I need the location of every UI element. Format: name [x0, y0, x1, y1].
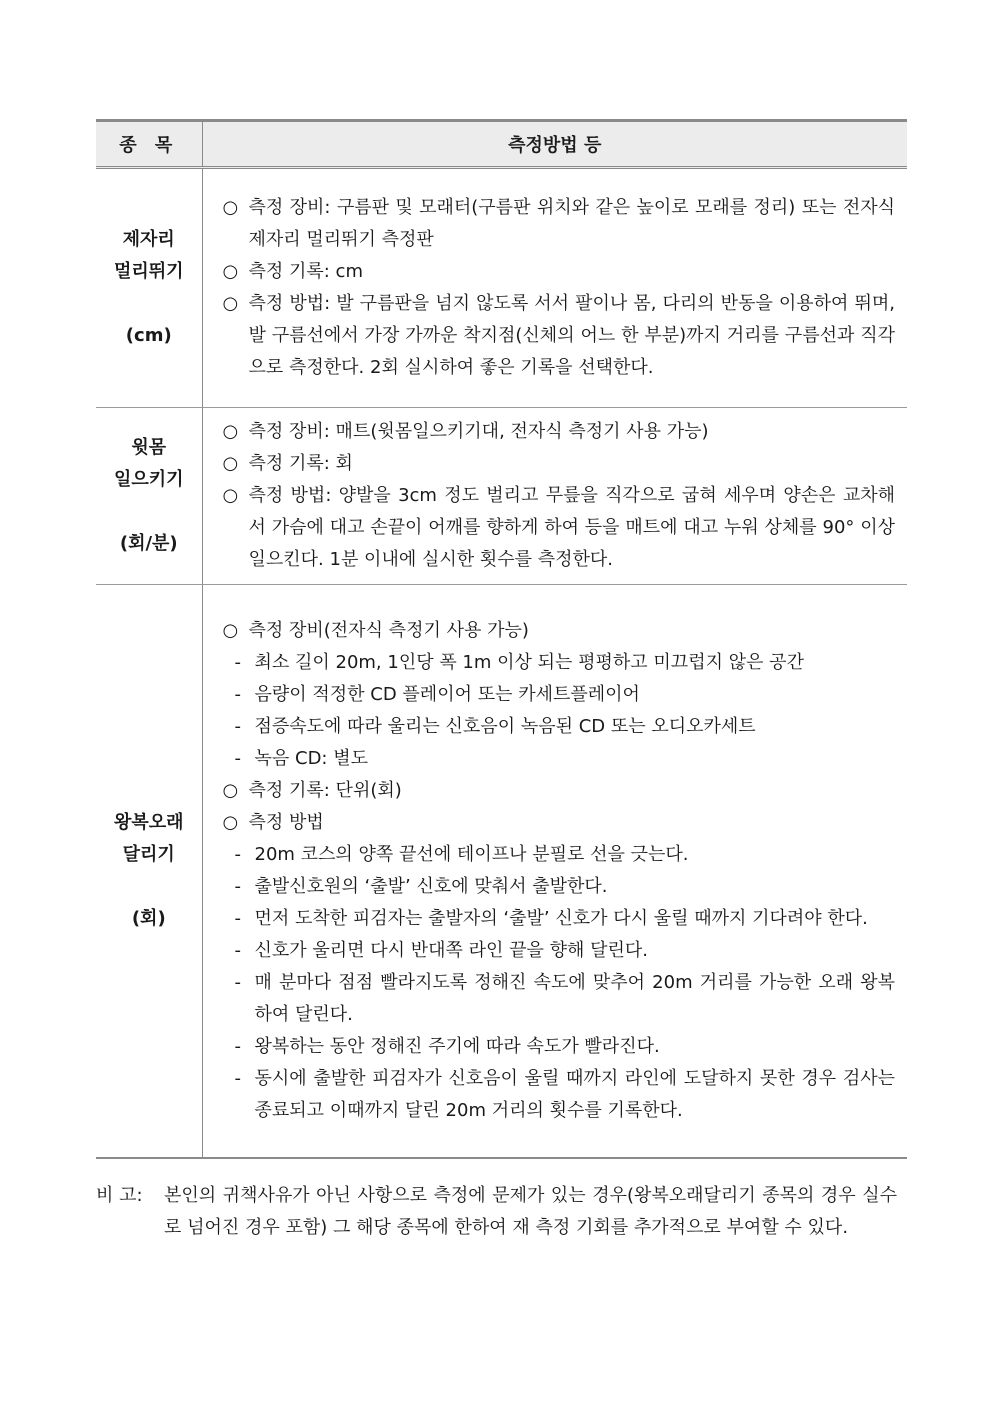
- measurement-table: [96, 119, 907, 1159]
- circle-bullet-icon: ○: [222, 619, 239, 641]
- item-name-line: 달리기: [122, 843, 175, 865]
- dash-text: 음량이 적정한 CD 플레이어 또는 카세트플레이어: [254, 683, 640, 705]
- dash-text: 왕복하는 동안 정해진 주기에 따라 속도가 빨라진다.: [254, 1035, 660, 1057]
- bullet-text: 측정 장비: 매트(윗몸일으키기대, 전자식 측정기 사용 가능): [248, 421, 709, 442]
- dash-item: [219, 711, 896, 743]
- dash-bullet-icon: -: [234, 1067, 241, 1089]
- circle-bullet-icon: ○: [222, 293, 239, 314]
- dash-bullet-icon: -: [234, 683, 241, 705]
- item-name-line: 멀리뛰기: [113, 261, 184, 282]
- method-cell: [202, 408, 907, 585]
- item-unit: (회): [131, 907, 166, 929]
- dash-item: [219, 903, 896, 935]
- dash-bullet-icon: -: [234, 715, 241, 737]
- table-header-row: [96, 121, 907, 168]
- item-cell: [96, 585, 202, 1158]
- dash-bullet-icon: -: [234, 843, 241, 865]
- remark-note: [96, 1180, 897, 1244]
- dash-item: [219, 1031, 896, 1063]
- dash-item: [219, 679, 896, 711]
- method-bullet: [219, 192, 896, 256]
- dash-item: [219, 743, 896, 775]
- dash-text: 20m 코스의 양쪽 끝선에 테이프나 분필로 선을 긋는다.: [254, 843, 689, 865]
- item-unit: (cm): [125, 325, 172, 346]
- remark-text: 본인의 귀책사유가 아닌 사항으로 측정에 문제가 있는 경우(왕복오래달리기 종목의 경우 실수로 넘어진 경우 포함) 그 해당 종목에 한하여 재 측정 기회를 추가적으로 부여할 수 있다.: [164, 1185, 897, 1238]
- dash-text: 동시에 출발한 피검자가 신호음이 울릴 때까지 라인에 도달하지 못한 경우 검사는 종료되고 이때까지 달린 20m 거리의 횟수를 기록한다.: [254, 1067, 895, 1121]
- item-cell: [96, 408, 202, 585]
- remark-label: 비 고:: [96, 1185, 143, 1206]
- method-bullet: [219, 480, 896, 576]
- header-method: 측정방법 등: [202, 121, 907, 168]
- table-row-long-jump: [96, 168, 907, 408]
- dash-item: [219, 871, 896, 903]
- dash-item: [219, 1063, 896, 1127]
- header-item: 종 목: [96, 121, 202, 168]
- dash-text: 먼저 도착한 피검자는 출발자의 ‘출발’ 신호가 다시 울릴 때까지 기다려야 한다.: [254, 907, 868, 929]
- dash-item: [219, 967, 896, 1031]
- item-name-line: 일으키기: [113, 469, 184, 490]
- method-bullet: [219, 807, 896, 839]
- table-row-shuttle-run: [96, 585, 907, 1158]
- dash-bullet-icon: -: [234, 907, 241, 929]
- item-cell: [96, 168, 202, 408]
- circle-bullet-icon: ○: [222, 453, 239, 474]
- method-bullet: [219, 256, 896, 288]
- item-unit: (회/분): [119, 533, 178, 554]
- method-cell: [202, 168, 907, 408]
- circle-bullet-icon: ○: [222, 421, 239, 442]
- method-cell: [202, 585, 907, 1158]
- dash-text: 신호가 울리면 다시 반대쪽 라인 끝을 향해 달린다.: [254, 939, 649, 961]
- method-bullet: [219, 775, 896, 807]
- method-bullet: [219, 615, 896, 647]
- dash-item: [219, 839, 896, 871]
- method-bullet: [219, 416, 896, 448]
- circle-bullet-icon: ○: [222, 779, 239, 801]
- dash-bullet-icon: -: [234, 1035, 241, 1057]
- method-bullet: [219, 448, 896, 480]
- dash-bullet-icon: -: [234, 971, 241, 993]
- circle-bullet-icon: ○: [222, 811, 239, 833]
- dash-bullet-icon: -: [234, 651, 241, 673]
- dash-item: [219, 647, 896, 679]
- bullet-text: 측정 장비: 구름판 및 모래터(구름판 위치와 같은 높이로 모래를 정리) 또는 전자식 제자리 멀리뛰기 측정판: [248, 197, 895, 250]
- dash-text: 점증속도에 따라 울리는 신호음이 녹음된 CD 또는 오디오카세트: [254, 715, 756, 737]
- item-name-line: 윗몸: [131, 437, 167, 458]
- dash-text: 녹음 CD: 별도: [254, 747, 368, 769]
- bullet-text: 측정 장비(전자식 측정기 사용 가능): [248, 619, 529, 641]
- bullet-text: 측정 기록: cm: [248, 261, 363, 282]
- dash-text: 최소 길이 20m, 1인당 폭 1m 이상 되는 평평하고 미끄럽지 않은 공간: [254, 651, 804, 673]
- dash-text: 매 분마다 점점 빨라지도록 정해진 속도에 맞추어 20m 거리를 가능한 오래 왕복하여 달린다.: [254, 971, 895, 1025]
- bullet-text: 측정 방법: 양발을 3cm 정도 벌리고 무릎을 직각으로 굽혀 세우며 양손은 교차해서 가슴에 대고 손끝이 어깨를 향하게 하여 등을 매트에 대고 누워 상체를 90° 이상 일으킨다. 1분 이내에 실시한 횟수를 측정한다.: [248, 485, 895, 570]
- method-bullet: [219, 288, 896, 384]
- bullet-text: 측정 기록: 단위(회): [248, 779, 402, 801]
- dash-bullet-icon: -: [234, 939, 241, 961]
- table-row-sit-ups: [96, 408, 907, 585]
- circle-bullet-icon: ○: [222, 197, 239, 218]
- bullet-text: 측정 기록: 회: [248, 453, 353, 474]
- bullet-text: 측정 방법: 발 구름판을 넘지 않도록 서서 팔이나 몸, 다리의 반동을 이용하여 뛰며, 발 구름선에서 가장 가까운 착지점(신체의 어느 한 부분)까지 거리를 구름선과 직각으로 측정한다. 2회 실시하여 좋은 기록을 선택한다.: [248, 293, 895, 378]
- dash-bullet-icon: -: [234, 875, 241, 897]
- dash-item: [219, 935, 896, 967]
- item-name-line: 제자리: [122, 229, 175, 250]
- dash-bullet-icon: -: [234, 747, 241, 769]
- item-name-line: 왕복오래: [113, 811, 184, 833]
- dash-text: 출발신호원의 ‘출발’ 신호에 맞춰서 출발한다.: [254, 875, 608, 897]
- circle-bullet-icon: ○: [222, 261, 239, 282]
- circle-bullet-icon: ○: [222, 485, 239, 506]
- bullet-text: 측정 방법: [248, 811, 324, 833]
